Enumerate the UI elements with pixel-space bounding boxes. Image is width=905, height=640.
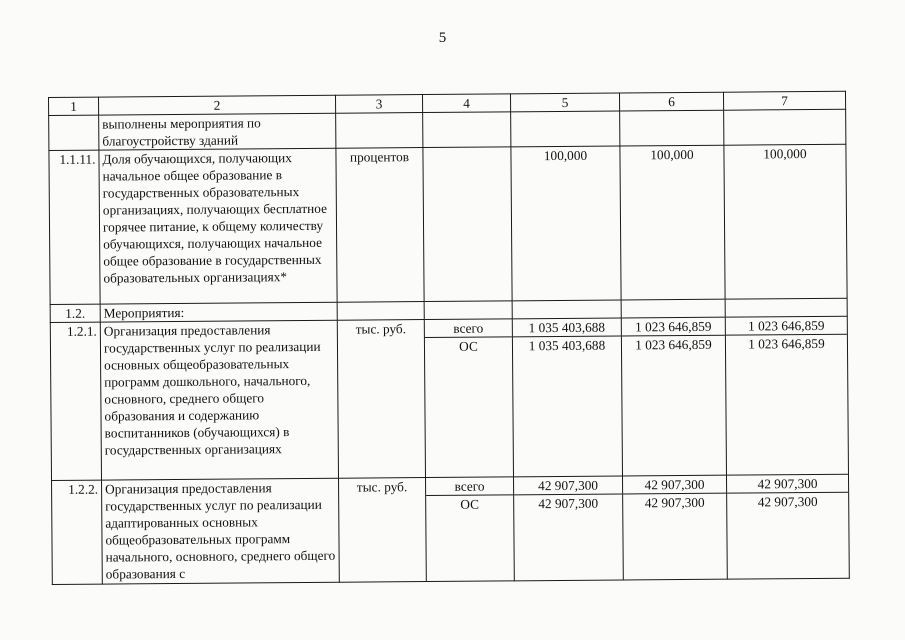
row-unit: тыс. руб. xyxy=(337,320,425,479)
row-code: 1.2.1. xyxy=(50,322,101,480)
column-number: 4 xyxy=(422,94,510,113)
value-total: 1 023 646,859 xyxy=(622,318,725,337)
column-number: 2 xyxy=(99,95,336,115)
column-number: 1 xyxy=(49,97,99,115)
value-col7: 100,000 xyxy=(724,144,847,299)
value-total: 42 907,300 xyxy=(514,477,622,496)
row-code: 1.2.2. xyxy=(52,480,103,584)
row-code: 1.1.11. xyxy=(49,150,100,304)
column-number: 7 xyxy=(723,91,845,110)
section-title: Мероприятия: xyxy=(100,302,337,322)
table-row-indicator xyxy=(49,144,847,304)
page-number: 5 xyxy=(438,30,447,46)
funding-source: ОС xyxy=(459,338,478,354)
continuation-text: выполнены мероприятия по благоустройству зданий xyxy=(99,113,336,150)
value-col5: 100,000 xyxy=(511,146,621,301)
value-os: 42 907,300 xyxy=(757,493,818,510)
funding-source: ОС xyxy=(460,496,480,512)
value-total: 1 035 403,688 xyxy=(513,319,621,338)
indicators-table xyxy=(48,91,850,585)
row-description: Организация предоставления государственных услуг по реализации адаптированных основных общеобразовательных программ начального, основного, среднего общего образования с xyxy=(102,478,340,584)
value-os: 1 023 646,859 xyxy=(635,336,712,353)
value-total: 1 023 646,859 xyxy=(726,317,847,336)
funding-source: всего xyxy=(425,319,512,338)
column-number: 6 xyxy=(619,92,723,111)
row-description: Доля обучающихся, получающих начальное общее образование в государственных образовательных организациях, получающих бесплатное горячее питание, к общему количеству обучающихся, получающих начальное общее образование в государственных образовательных организациях* xyxy=(99,148,337,304)
value-os: 42 907,300 xyxy=(538,495,599,512)
section-code: 1.2. xyxy=(50,304,100,322)
value-os: 1 035 403,688 xyxy=(528,337,606,354)
value-os: 42 907,300 xyxy=(644,494,705,511)
table-row-activity xyxy=(50,316,848,480)
funding-source: всего xyxy=(426,477,513,496)
column-number: 3 xyxy=(335,95,422,114)
value-total: 42 907,300 xyxy=(727,475,848,494)
row-description: Организация предоставления государственных услуг по реализации основных общеобразовательных программ дошкольного, начального, основного, среднего общего образования и содержанию воспитанников (обучающихся) в государственных организациях xyxy=(100,320,338,480)
value-os: 1 023 646,859 xyxy=(748,335,825,352)
row-unit: тыс. руб. xyxy=(339,478,427,583)
row-unit: процентов xyxy=(336,148,424,303)
value-total: 42 907,300 xyxy=(623,476,726,495)
column-number: 5 xyxy=(510,93,619,112)
table-row-activity xyxy=(52,474,850,584)
value-col6: 100,000 xyxy=(620,145,725,300)
